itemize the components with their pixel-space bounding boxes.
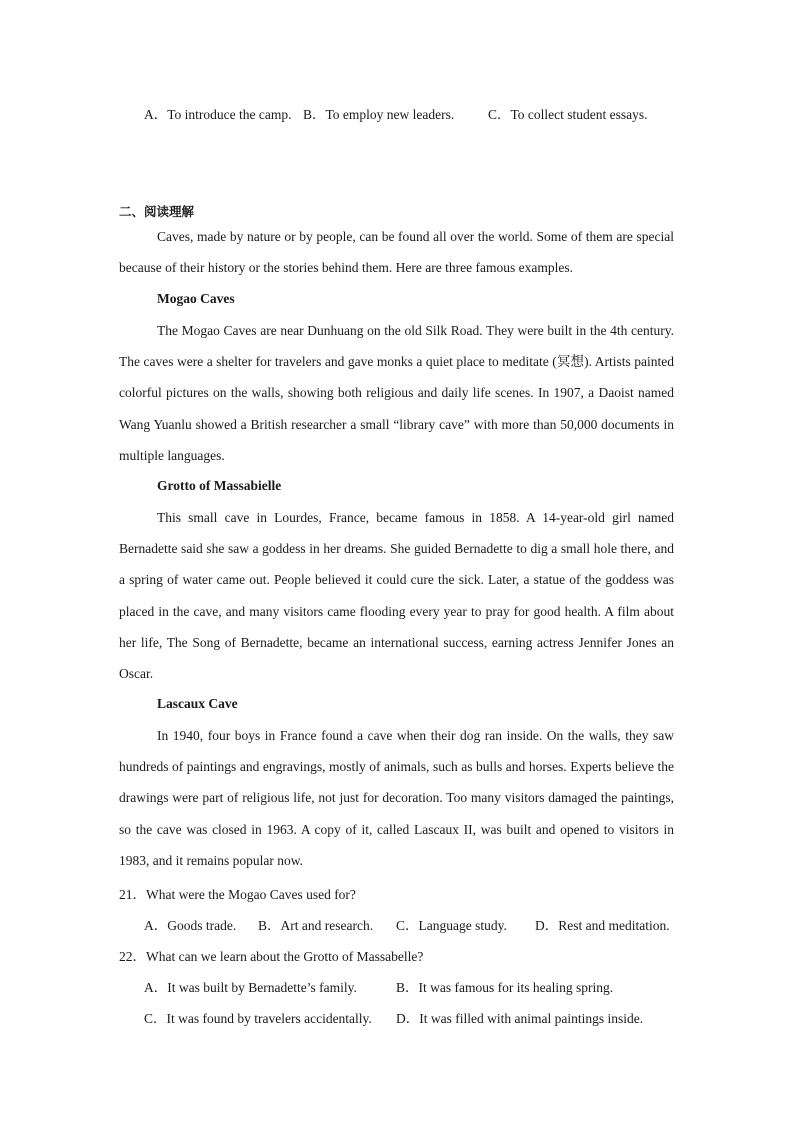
- option-a: A．To introduce the camp.: [144, 107, 292, 122]
- paragraph-mogao-caves: The Mogao Caves are near Dunhuang on the old Silk Road. They were built in the 4th century. The caves were a shelter for travelers and gave monks a quiet place to meditate (冥想). Artists painted colorful pictures on the walls, showing both religious and daily life scenes. In 1907, a Daoist named Wang Yuanlu showed a British researcher a small “library cave” with more than 50,000 documents in multiple languages.: [119, 323, 674, 463]
- question-22-option-c: C．It was found by travelers accidentally.: [144, 1011, 372, 1026]
- option-c: C．To collect student essays.: [488, 107, 648, 122]
- question-22-option-a: A．It was built by Bernadette’s family.: [144, 980, 357, 995]
- question-22-stem: 22．What can we learn about the Grotto of Massabelle?: [119, 949, 424, 964]
- heading-lascaux-cave: Lascaux Cave: [157, 696, 238, 711]
- question-21-stem: 21．What were the Mogao Caves used for?: [119, 887, 356, 902]
- question-22-option-d: D．It was filled with animal paintings inside.: [396, 1011, 644, 1026]
- question-21-option-c: C．Language study.: [396, 918, 507, 933]
- paragraph-lascaux-cave: In 1940, four boys in France found a cave when their dog ran inside. On the walls, they saw hundreds of paintings and engravings, mostly of animals, such as bulls and horses. Experts believe the drawings were part of religious life, not just for decoration. Too many visitors damaged the paintings, so the cave was closed in 1963. A copy of it, called Lascaux II, was built and opened to visitors in 1983, and it remains popular now.: [119, 728, 674, 868]
- question-21-option-d: D．Rest and meditation.: [535, 918, 670, 933]
- paragraph-grotto-massabielle: This small cave in Lourdes, France, became famous in 1858. A 14-year-old girl named Bernadette said she saw a goddess in her dreams. She guided Bernadette to dig a small hole there, and a spring of water came out. People believed it could cure the sick. Later, a statue of the goddess was placed in the cave, and many visitors came flooding every year to pray for good health. A film about her life, The Song of Bernadette, became an international success, earning actress Jennifer Jones an Oscar.: [119, 510, 674, 682]
- question-22-option-b: B．It was famous for its healing spring.: [396, 980, 614, 995]
- section-title: 二、阅读理解: [119, 204, 195, 219]
- intro-paragraph: Caves, made by nature or by people, can be found all over the world. Some of them are special because of their history or the stories behind them. Here are three famous examples.: [119, 229, 674, 276]
- heading-mogao-caves: Mogao Caves: [157, 291, 235, 306]
- option-b: B．To employ new leaders.: [303, 107, 455, 122]
- question-21-option-a: A．Goods trade.: [144, 918, 237, 933]
- heading-grotto-massabielle: Grotto of Massabielle: [157, 478, 282, 493]
- question-21-option-b: B．Art and research.: [258, 918, 374, 933]
